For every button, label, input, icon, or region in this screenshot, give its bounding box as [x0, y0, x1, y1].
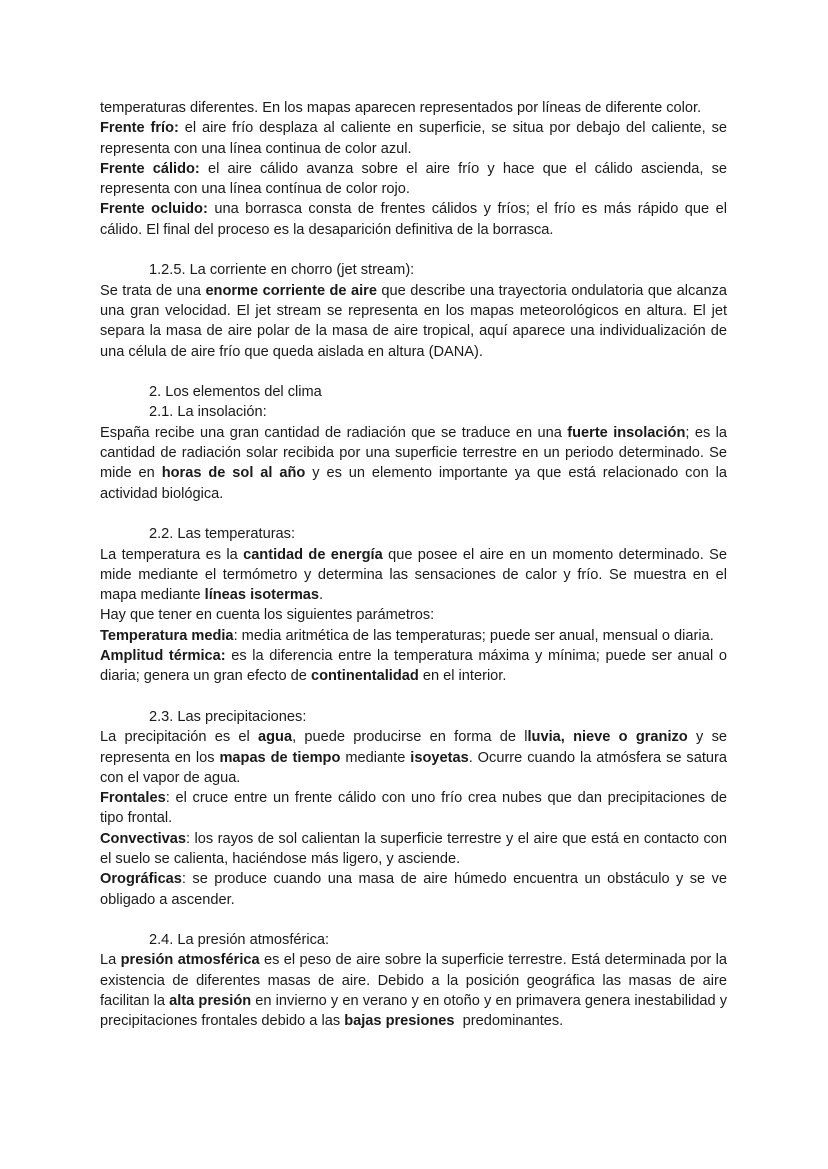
- heading-insolation: 2.1. La insolación:: [149, 404, 267, 421]
- definition: una borrasca consta de frentes cálidos y fríos; el frío es más rápido que el cálido. El final del proceso es la desaparición definitiva de la borrasca.: [100, 201, 728, 238]
- jet-stream-paragraph: Se trata de una enorme corriente de aire que describe una trayectoria ondulatoria que alcanza una gran velocidad. El jet stream se representa en los mapas meteorológicos en altura. El jet separa la masa de aire polar de la masa de aire tropical, aquí aparece una individualización de una célula de aire frío que queda aislada en altura (DANA).: [100, 282, 727, 360]
- definition: el aire frío desplaza al caliente en superficie, se situa por debajo del caliente, se representa con una línea continua de color azul.: [100, 120, 728, 157]
- heading-climate-elements: 2. Los elementos del clima: [149, 384, 322, 401]
- term: Frente ocluido:: [100, 201, 208, 218]
- heading-precipitation: 2.3. Las precipitaciones:: [149, 708, 307, 725]
- pressure-paragraph: La presión atmosférica es el peso de aire sobre la superficie terrestre. Está determinada por la existencia de diferentes masas de aire. Debido a la posición geográfica las masas de aire facilitan la alta presión en invierno y en verano y en otoño y en primavera genera inestabilidad y precipitaciones frontales debido a las bajas presiones predominantes.: [100, 952, 728, 1030]
- temperatures-paragraph: La temperatura es la cantidad de energía que posee el aire en un momento determinado. Se mide mediante el termómetro y determina las sensaciones de calor y frío. Se muestra en el mapa mediante líneas isotermas.: [100, 546, 727, 604]
- precipitation-convective: Convectivas: los rayos de sol calientan la superficie terrestre y el aire que está en contacto con el suelo se calienta, haciéndose más ligero, y asciende.: [100, 830, 727, 867]
- heading-temperatures: 2.2. Las temperaturas:: [149, 526, 296, 543]
- precipitation-paragraph: La precipitación es el agua, puede producirse en forma de lluvia, nieve o granizo y se representa en los mapas de tiempo mediante isoyetas. Ocurre cuando la atmósfera se satura con el vapor de agua.: [100, 729, 727, 786]
- heading-jet-stream: 1.2.5. La corriente en chorro (jet stream):: [149, 262, 415, 279]
- thermal-amplitude: Amplitud térmica: es la diferencia entre la temperatura máxima y mínima; puede ser anual o diaria; genera un gran efecto de continentalidad en el interior.: [100, 648, 728, 685]
- precipitation-frontal: Frontales: el cruce entre un frente cálido con uno frío crea nubes que dan precipitaciones de tipo frontal.: [100, 790, 727, 827]
- document-page: [100, 98, 727, 1032]
- front-cold: [100, 118, 727, 159]
- parameters-intro: Hay que tener en cuenta los siguientes parámetros:: [100, 607, 435, 624]
- insolation-paragraph: España recibe una gran cantidad de radiación que se traduce en una fuerte insolación; es la cantidad de radiación solar recibida por una superficie terrestre en un periodo determinado. Se mide en horas de sol al año y es un elemento importante ya que está relacionado con la actividad biológica.: [100, 424, 728, 502]
- heading-pressure: 2.4. La presión atmosférica:: [149, 932, 330, 949]
- intro-paragraph: temperaturas diferentes. En los mapas aparecen representados por líneas de diferente color.: [100, 100, 702, 116]
- precipitation-orographic: Orográficas: se produce cuando una masa de aire húmedo encuentra un obstáculo y se ve obligado a ascender.: [100, 871, 727, 908]
- term: Frente frío:: [100, 120, 179, 137]
- front-occluded: [100, 199, 727, 240]
- definition: el aire cálido avanza sobre el aire frío y hace que el cálido ascienda, se representa con una línea contínua de color rojo.: [100, 160, 728, 198]
- term: Frente cálido:: [100, 160, 200, 177]
- front-warm: [100, 159, 727, 200]
- mean-temperature: Temperatura media: media aritmética de las temperaturas; puede ser anual, mensual o diaria.: [100, 627, 714, 644]
